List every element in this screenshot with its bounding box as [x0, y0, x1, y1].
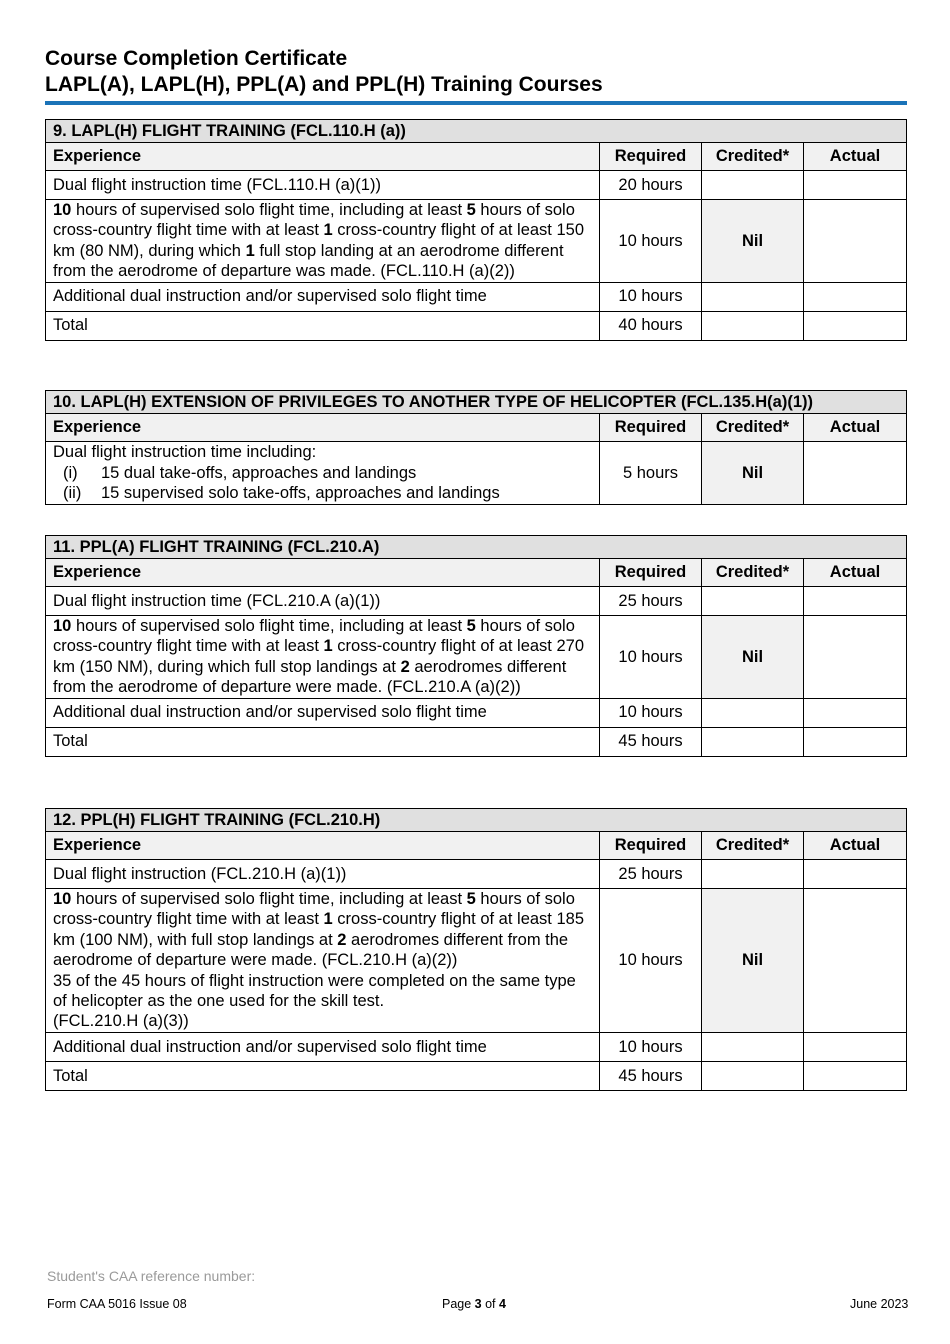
actual-cell[interactable] [804, 698, 907, 727]
col-header-actual: Actual [804, 559, 907, 587]
experience-cell: Dual flight instruction time including: (i) 15 dual take-offs, approaches and landings (ii) 15 supervised solo take-offs, approaches and landings [46, 442, 600, 505]
section-title: 10. LAPL(H) EXTENSION OF PRIVILEGES TO ANOTHER TYPE OF HELICOPTER (FCL.135.H(a)(1)) [46, 391, 907, 414]
actual-cell[interactable] [804, 616, 907, 699]
issue-date: June 2023 [850, 1297, 909, 1311]
experience-cell: Total [46, 311, 600, 340]
actual-cell[interactable] [804, 200, 907, 283]
table-row [46, 311, 907, 340]
required-cell: 10 hours [600, 282, 702, 311]
credited-nil-cell: Nil [702, 616, 804, 699]
credited-cell[interactable] [702, 698, 804, 727]
col-header-credited: Credited* [702, 832, 804, 860]
experience-cell: Additional dual instruction and/or supervised solo flight time [46, 1032, 600, 1061]
page-title: Course Completion Certificate [45, 47, 348, 70]
section-12-table [45, 808, 907, 1091]
credited-cell[interactable] [702, 311, 804, 340]
required-cell: 25 hours [600, 860, 702, 889]
page-header [45, 46, 603, 98]
col-header-credited: Credited* [702, 414, 804, 442]
table-row [46, 442, 907, 505]
credited-nil-cell: Nil [702, 200, 804, 283]
table-row [46, 171, 907, 200]
experience-cell: 10 hours of supervised solo flight time, including at least 5 hours of solo cross-country flight time with at least 1 cross-country flight of at least 185 km (100 NM), with full stop landings at 2 aerodromes different from the aerodrome of departure were made. (FCL.210.H (a)(2)) 35 of the 45 hours of flight instruction were completed on the same type of helicopter as the one used for the skill test. (FCL.210.H (a)(3)) [46, 889, 600, 1033]
required-cell: 25 hours [600, 587, 702, 616]
col-header-experience: Experience [46, 559, 600, 587]
required-cell: 10 hours [600, 889, 702, 1033]
experience-cell: Dual flight instruction time (FCL.110.H (a)(1)) [46, 171, 600, 200]
required-cell: 20 hours [600, 171, 702, 200]
actual-cell[interactable] [804, 282, 907, 311]
required-cell: 40 hours [600, 311, 702, 340]
col-header-experience: Experience [46, 143, 600, 171]
col-header-required: Required [600, 414, 702, 442]
experience-cell: 10 hours of supervised solo flight time, including at least 5 hours of solo cross-country flight time with at least 1 cross-country flight of at least 270 km (150 NM), during which full stop landings at 2 aerodromes different from the aerodrome of departure were made. (FCL.210.A (a)(2)) [46, 616, 600, 699]
table-row [46, 587, 907, 616]
actual-cell[interactable] [804, 727, 907, 756]
table-row [46, 698, 907, 727]
experience-cell: Dual flight instruction time (FCL.210.A (a)(1)) [46, 587, 600, 616]
col-header-required: Required [600, 832, 702, 860]
student-reference-label: Student's CAA reference number: [47, 1268, 256, 1284]
col-header-credited: Credited* [702, 559, 804, 587]
experience-cell: Additional dual instruction and/or supervised solo flight time [46, 698, 600, 727]
col-header-credited: Credited* [702, 143, 804, 171]
required-cell: 5 hours [600, 442, 702, 505]
table-row [46, 727, 907, 756]
actual-cell[interactable] [804, 1061, 907, 1090]
section-9-table [45, 119, 907, 341]
col-header-experience: Experience [46, 414, 600, 442]
required-cell: 10 hours [600, 616, 702, 699]
actual-cell[interactable] [804, 587, 907, 616]
col-header-experience: Experience [46, 832, 600, 860]
page-number: Page 3 of 4 [442, 1297, 506, 1311]
section-10-table [45, 390, 907, 505]
actual-cell[interactable] [804, 442, 907, 505]
credited-cell[interactable] [702, 1061, 804, 1090]
required-cell: 10 hours [600, 1032, 702, 1061]
actual-cell[interactable] [804, 860, 907, 889]
experience-cell: Additional dual instruction and/or supervised solo flight time [46, 282, 600, 311]
required-cell: 10 hours [600, 200, 702, 283]
col-header-required: Required [600, 143, 702, 171]
col-header-actual: Actual [804, 414, 907, 442]
table-row [46, 889, 907, 1033]
experience-cell: 10 hours of supervised solo flight time, including at least 5 hours of solo cross-country flight time with at least 1 cross-country flight of at least 150 km (80 NM), during which 1 full stop landing at an aerodrome different from the aerodrome of departure was made. (FCL.110.H (a)(2)) [46, 200, 600, 283]
col-header-required: Required [600, 559, 702, 587]
required-cell: 45 hours [600, 1061, 702, 1090]
credited-cell[interactable] [702, 587, 804, 616]
table-row [46, 860, 907, 889]
credited-nil-cell: Nil [702, 889, 804, 1033]
actual-cell[interactable] [804, 1032, 907, 1061]
form-number: Form CAA 5016 Issue 08 [47, 1297, 187, 1311]
table-row [46, 1061, 907, 1090]
actual-cell[interactable] [804, 171, 907, 200]
table-row [46, 1032, 907, 1061]
experience-cell: Dual flight instruction (FCL.210.H (a)(1)) [46, 860, 600, 889]
table-row [46, 200, 907, 283]
required-cell: 10 hours [600, 698, 702, 727]
credited-cell[interactable] [702, 171, 804, 200]
col-header-actual: Actual [804, 143, 907, 171]
table-row [46, 282, 907, 311]
header-rule [45, 101, 907, 105]
credited-nil-cell: Nil [702, 442, 804, 505]
col-header-actual: Actual [804, 832, 907, 860]
credited-cell[interactable] [702, 282, 804, 311]
page-subtitle: LAPL(A), LAPL(H), PPL(A) and PPL(H) Training Courses [45, 73, 603, 96]
section-11-table [45, 535, 907, 757]
credited-cell[interactable] [702, 727, 804, 756]
actual-cell[interactable] [804, 311, 907, 340]
credited-cell[interactable] [702, 860, 804, 889]
experience-cell: Total [46, 727, 600, 756]
table-row [46, 616, 907, 699]
required-cell: 45 hours [600, 727, 702, 756]
section-title: 12. PPL(H) FLIGHT TRAINING (FCL.210.H) [46, 809, 907, 832]
experience-cell: Total [46, 1061, 600, 1090]
actual-cell[interactable] [804, 889, 907, 1033]
section-title: 9. LAPL(H) FLIGHT TRAINING (FCL.110.H (a)) [46, 120, 907, 143]
section-title: 11. PPL(A) FLIGHT TRAINING (FCL.210.A) [46, 536, 907, 559]
credited-cell[interactable] [702, 1032, 804, 1061]
